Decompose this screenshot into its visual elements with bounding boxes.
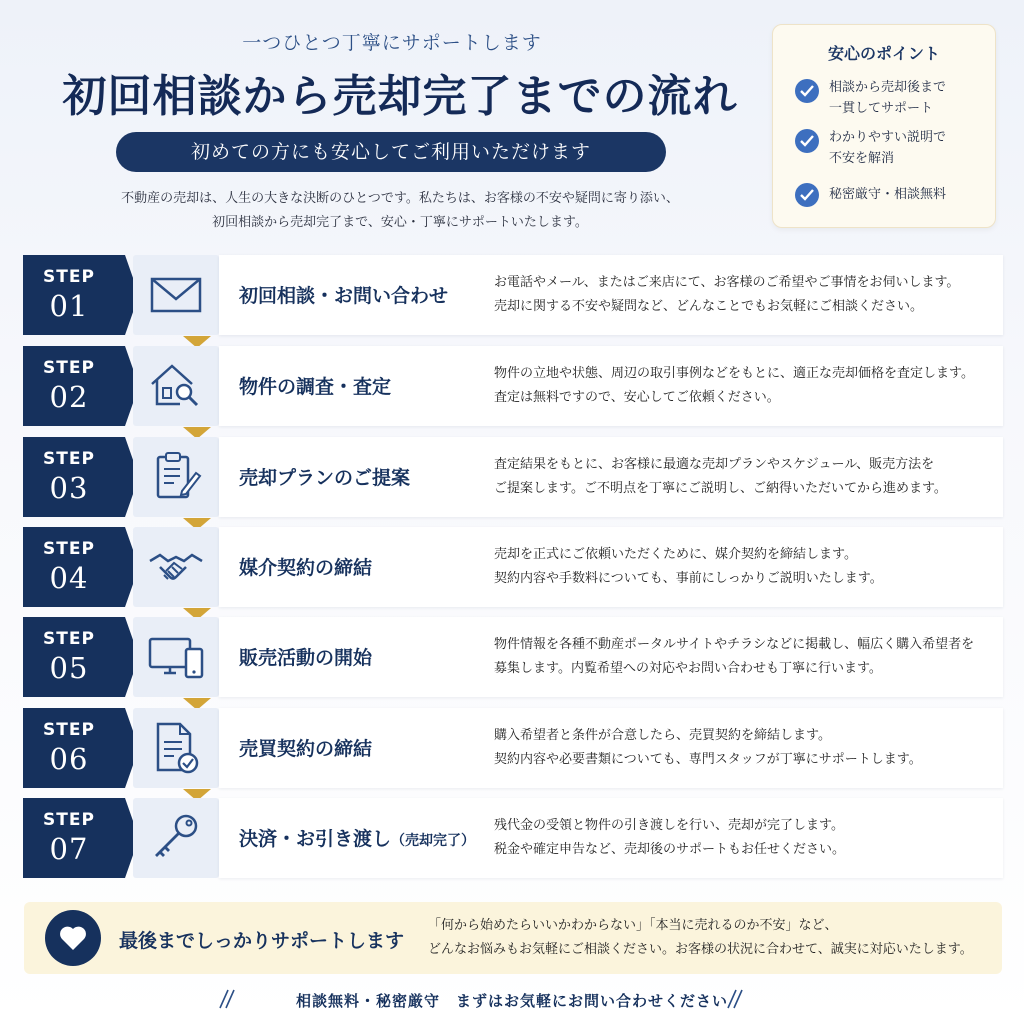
step-label: STEP bbox=[43, 720, 95, 740]
step-card bbox=[219, 255, 1003, 335]
step-number: 07 bbox=[49, 832, 89, 866]
footer-cta: 相談無料・秘密厳守 まずはお気軽にお問い合わせください bbox=[295, 992, 728, 1010]
point-text: 相談から売却後まで bbox=[829, 80, 947, 95]
support-text bbox=[428, 914, 998, 962]
step-card bbox=[219, 617, 1003, 697]
step-title: 初回相談・お問い合わせ bbox=[239, 285, 449, 307]
step-02 bbox=[23, 346, 1003, 426]
step-title: 売却プランのご提案 bbox=[239, 467, 411, 489]
handshake-icon bbox=[133, 527, 219, 607]
step-card bbox=[219, 527, 1003, 607]
step-desc: 購入希望者と条件が合意したら、売買契約を締結します。 bbox=[494, 728, 831, 743]
heart-icon bbox=[45, 910, 101, 966]
check-circle-icon bbox=[795, 79, 819, 103]
step-badge bbox=[23, 346, 125, 426]
step-label: STEP bbox=[43, 358, 95, 378]
assurance-points-box bbox=[772, 24, 996, 228]
step-title: 物件の調査・査定 bbox=[239, 376, 392, 398]
check-circle-icon bbox=[795, 183, 819, 207]
step-05 bbox=[23, 617, 1003, 697]
step-title-text: 決済・お引き渡し bbox=[239, 828, 392, 850]
key-icon bbox=[133, 798, 219, 878]
step-card bbox=[219, 346, 1003, 426]
header-subtitle: 一つひとつ丁寧にサポートします bbox=[242, 32, 542, 54]
step-desc: 物件情報を各種不動産ポータルサイトやチラシなどに掲載し、幅広く購入希望者を bbox=[494, 637, 975, 652]
intro-line: 不動産の売却は、人生の大きな決断のひとつです。私たちは、お客様の不安や疑問に寄り添い、 bbox=[121, 191, 679, 206]
page-title: 初回相談から売却完了までの流れ bbox=[62, 71, 738, 122]
step-label: STEP bbox=[43, 810, 95, 830]
step-badge bbox=[23, 527, 125, 607]
support-box bbox=[24, 902, 1002, 974]
point-text: わかりやすい説明で bbox=[829, 130, 947, 145]
step-number: 04 bbox=[49, 561, 89, 595]
step-label: STEP bbox=[43, 267, 95, 287]
step-title bbox=[239, 824, 475, 851]
step-title-note: （売却完了） bbox=[391, 833, 476, 849]
step-badge bbox=[23, 255, 125, 335]
support-title: 最後までしっかりサポートします bbox=[119, 930, 405, 952]
step-desc: 募集します。内覧希望への対応やお問い合わせも丁寧に行います。 bbox=[494, 661, 882, 676]
step-06 bbox=[23, 708, 1003, 788]
envelope-icon bbox=[133, 255, 219, 335]
step-number: 02 bbox=[49, 380, 89, 414]
step-badge bbox=[23, 708, 125, 788]
step-number: 06 bbox=[49, 742, 89, 776]
step-desc: 税金や確定申告など、売却後のサポートもお任せください。 bbox=[494, 842, 846, 857]
step-badge bbox=[23, 617, 125, 697]
point-text: 一貫してサポート bbox=[829, 101, 934, 116]
monitor-phone-icon bbox=[133, 617, 219, 697]
step-desc: お電話やメール、またはご来店にて、お客様のご希望やご事情をお伺いします。 bbox=[494, 275, 960, 290]
step-label: STEP bbox=[43, 539, 95, 559]
step-desc: 残代金の受領と物件の引き渡しを行い、売却が完了します。 bbox=[494, 818, 844, 833]
point-text: 不安を解消 bbox=[829, 151, 895, 166]
header-pill-banner: 初めての方にも安心してご利用いただけます bbox=[116, 132, 666, 172]
support-text-line: 「何から始めたらいいかわからない」「本当に売れるのか不安」など、 bbox=[428, 918, 838, 933]
check-circle-icon bbox=[795, 129, 819, 153]
slash-decoration-icon bbox=[724, 988, 744, 1010]
step-07 bbox=[23, 798, 1003, 878]
step-desc: 査定は無料ですので、安心してご依頼ください。 bbox=[494, 390, 780, 405]
clipboard-pen-icon bbox=[133, 437, 219, 517]
step-card bbox=[219, 708, 1003, 788]
step-label: STEP bbox=[43, 449, 95, 469]
point-text: 秘密厳守・相談無料 bbox=[829, 187, 947, 202]
step-title: 販売活動の開始 bbox=[239, 647, 373, 669]
step-number: 05 bbox=[49, 651, 89, 685]
step-01 bbox=[23, 255, 1003, 335]
step-badge bbox=[23, 437, 125, 517]
step-number: 01 bbox=[49, 289, 89, 323]
step-number: 03 bbox=[49, 471, 89, 505]
step-desc: ご提案します。ご不明点を丁寧にご説明し、ご納得いただいてから進めます。 bbox=[494, 481, 947, 496]
step-badge bbox=[23, 798, 125, 878]
points-title: 安心のポイント bbox=[827, 44, 940, 63]
step-card bbox=[219, 798, 1003, 878]
step-desc: 契約内容や手数料についても、事前にしっかりご説明いたします。 bbox=[494, 571, 883, 586]
support-text-line: どんなお悩みもお気軽にご相談ください。お客様の状況に合わせて、誠実に対応いたします。 bbox=[428, 942, 973, 957]
intro-text bbox=[60, 187, 740, 235]
step-card bbox=[219, 437, 1003, 517]
step-desc: 売却に関する不安や疑問など、どんなことでもお気軽にご相談ください。 bbox=[494, 299, 924, 314]
step-desc: 売却を正式にご依頼いただくために、媒介契約を締結します。 bbox=[494, 547, 857, 562]
step-desc: 契約内容や必要書類についても、専門スタッフが丁寧にサポートします。 bbox=[494, 752, 922, 767]
intro-line: 初回相談から売却完了まで、安心・丁寧にサポートいたします。 bbox=[212, 215, 588, 230]
house-search-icon bbox=[133, 346, 219, 426]
step-desc: 物件の立地や状態、周辺の取引事例などをもとに、適正な売却価格を査定します。 bbox=[494, 366, 974, 381]
step-title: 売買契約の締結 bbox=[239, 738, 373, 760]
step-desc: 査定結果をもとに、お客様に最適な売却プランやスケジュール、販売方法を bbox=[494, 457, 935, 472]
step-04 bbox=[23, 527, 1003, 607]
step-title: 媒介契約の締結 bbox=[239, 557, 373, 579]
step-label: STEP bbox=[43, 629, 95, 649]
step-03 bbox=[23, 437, 1003, 517]
document-check-icon bbox=[133, 708, 219, 788]
